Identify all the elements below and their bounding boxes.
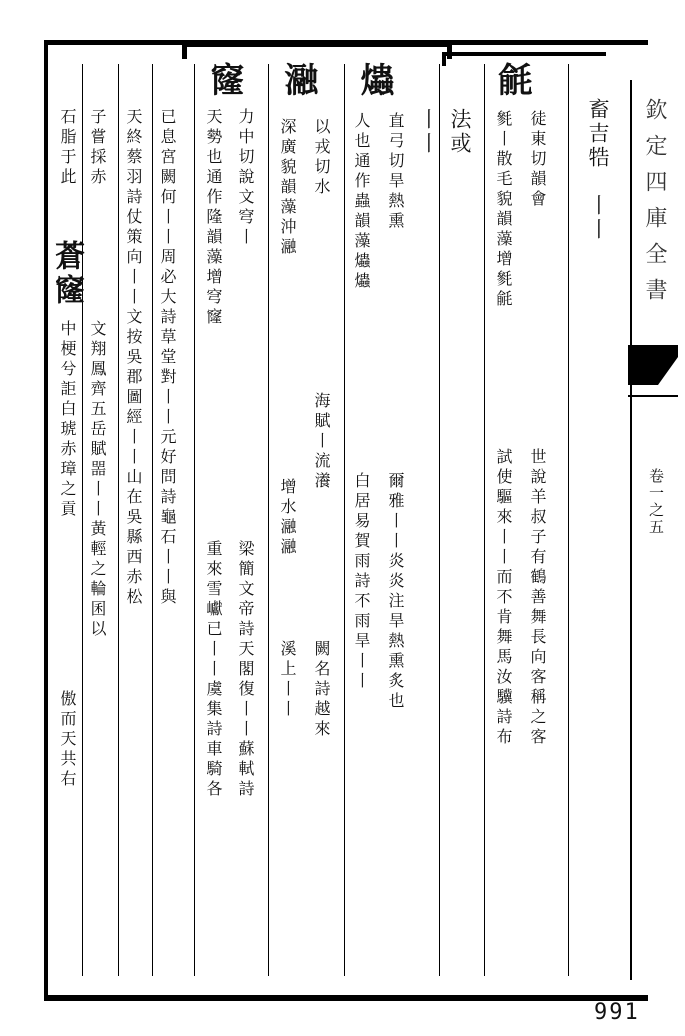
citation-line: 闕名詩越來	[312, 640, 331, 740]
citation-line: 試使驅來丨丨而不肯舞馬汝驥詩布	[494, 448, 513, 748]
citation-line: 傲而天共右	[58, 690, 77, 790]
head-term: 蒼窿	[49, 240, 84, 308]
entry-line: 丨丨	[416, 108, 440, 156]
head-character: 瀜	[278, 62, 318, 100]
gloss-line: 徒東切韻會	[528, 110, 547, 210]
citation-line: 子嘗採赤	[88, 108, 107, 188]
column-rule	[439, 64, 440, 976]
frame-title-notch	[182, 42, 452, 59]
gloss-line: 天勢也通作隆韻藻增穹窿	[204, 108, 223, 328]
column-rule	[82, 64, 83, 976]
citation-line: 中梗兮詎白琥赤璋之貢	[58, 320, 77, 520]
entry-line: 法或	[448, 108, 472, 156]
citation-line: 重來雪巘已丨丨虞集詩車騎各	[204, 540, 223, 800]
gloss-line: 毿丨散毛貌韻藻增毿毹	[494, 110, 513, 310]
page-number: 991	[594, 1000, 640, 1025]
citation-line: 增水瀜瀜	[278, 478, 297, 558]
gloss-line: 力中切說文穹丨	[236, 108, 255, 248]
citation-line: 世說羊叔子有鶴善舞長向客稱之客	[528, 448, 547, 748]
column-rule	[484, 64, 485, 976]
citation-line: 白居易賀雨詩不雨旱丨丨	[352, 472, 371, 692]
citation-line: 天終蔡羽詩仗策向丨丨文按吳郡圖經丨丨山在吳縣西赤松	[124, 108, 143, 608]
citation-line: 溪上丨丨	[278, 640, 297, 720]
gloss-line: 直弓切旱熱熏	[386, 112, 405, 232]
column-rule	[152, 64, 153, 976]
citation-line: 爾雅丨丨炎炎注旱熱熏炙也	[386, 472, 405, 712]
gloss-line: 以戎切水	[312, 118, 331, 198]
column-rule	[118, 64, 119, 976]
head-character: 爞	[354, 62, 394, 100]
gloss-line: 人也通作蟲韻藻爞爞	[352, 112, 371, 292]
gloss-line: 深廣貌韻藻沖瀜	[278, 118, 297, 258]
entry-line: 畜吉牿	[586, 98, 610, 170]
citation-line: 海賦丨流瀁	[312, 392, 331, 492]
citation-line: 文翔鳳齊五岳賦噐丨丨黃輕之輪囷以	[88, 320, 107, 640]
head-character: 毹	[492, 62, 532, 100]
entry-line: 丨丨	[586, 194, 610, 242]
volume-label: 卷一之五	[647, 468, 665, 536]
column-rule	[568, 64, 569, 976]
column-rule	[194, 64, 195, 976]
head-character: 窿	[204, 62, 244, 100]
fish-tail-rule	[628, 395, 678, 397]
column-rule	[344, 64, 345, 976]
citation-line: 已息宮闕何丨丨周必大詩草堂對丨丨元好問詩龜石丨丨與	[158, 108, 177, 608]
book-title: 欽定四庫全書	[642, 98, 667, 314]
margin-strip	[628, 80, 685, 980]
citation-line: 石脂于此	[58, 108, 77, 188]
column-rule	[268, 64, 269, 976]
citation-line: 梁簡文帝詩天閣復丨丨蘇軾詩	[236, 540, 255, 800]
